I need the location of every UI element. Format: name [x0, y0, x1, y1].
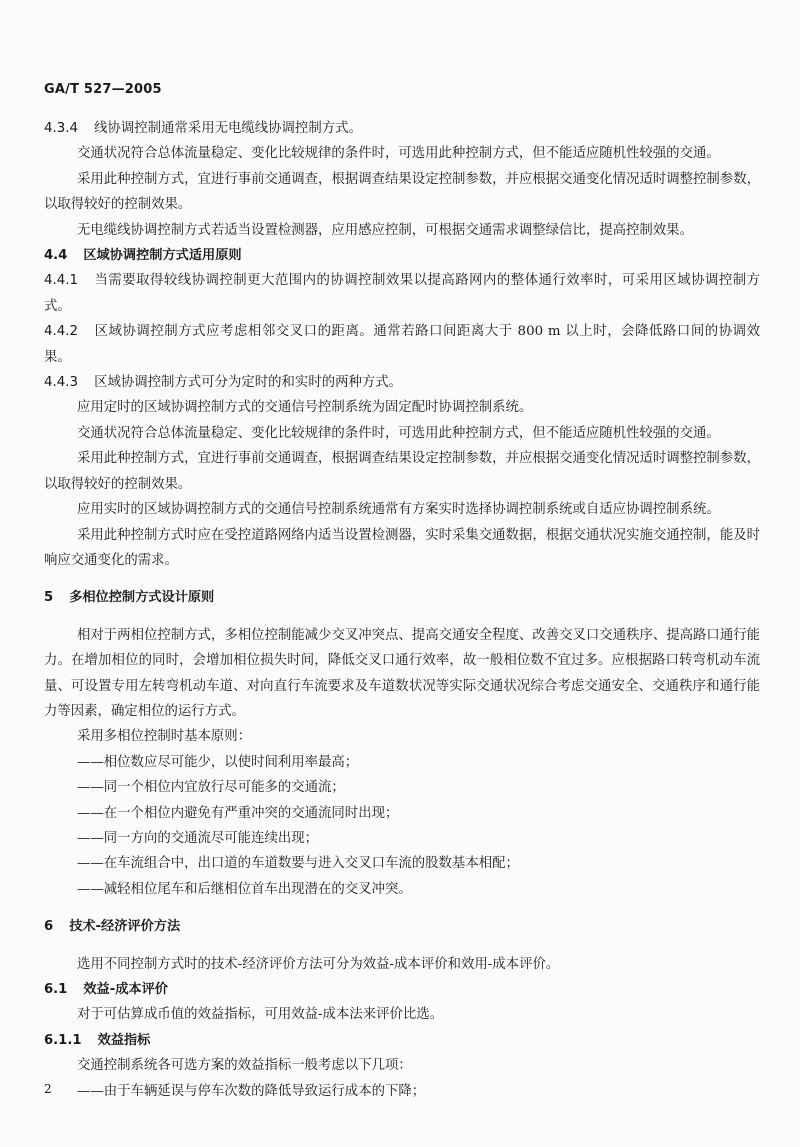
- list-item: ——由于车辆延误与停车次数的降低导致运行成本的下降；: [77, 1083, 426, 1099]
- paragraph: 采用此种控制方式，宜进行事前交通调查，根据调查结果设定控制参数，并应根据交通变化情况适时调整控制参数，以取得较好的控制效果。: [44, 451, 760, 492]
- paragraph: 交通控制系统各可选方案的效益指标一般考虑以下几项：: [77, 1058, 412, 1074]
- list-item: ——减轻相位尾车和后继相位首车出现潜在的交叉冲突。: [77, 881, 412, 897]
- clause-text: 区域协调控制方式应考虑相邻交叉口的距离。通常若路口间距离大于 800 m 以上时，会降低路口间的协调效果。: [44, 324, 760, 365]
- clause-text: 区域协调控制方式可分为定时的和实时的两种方式。: [94, 375, 403, 391]
- section-heading: [44, 585, 760, 610]
- paragraph: 采用多相位控制时基本原则：: [77, 729, 252, 745]
- section-title: 区域协调控制方式适用原则: [83, 248, 242, 264]
- numbered-clause: [44, 268, 760, 319]
- clause-number: 4.3.4: [44, 121, 79, 136]
- section-heading: [44, 977, 760, 1002]
- spacer: [44, 902, 760, 914]
- section-title: 效益指标: [97, 1032, 151, 1048]
- clause-text: 当需要取得较线协调控制更大范围内的协调控制效果以提高路网内的整体通行效率时，可采用区域协调控制方式。: [44, 273, 760, 314]
- section-number: 5: [44, 590, 54, 606]
- paragraph: 采用此种控制方式时应在受控道路网络内适当设置检测器，实时采集交通数据，根据交通状况实施交通控制，能及时响应交通变化的需求。: [44, 527, 760, 568]
- section-number: 4.4: [44, 248, 68, 264]
- section-number: 6.1: [44, 982, 68, 997]
- clause-number: 4.4.1: [44, 273, 79, 289]
- standard-header: GA/T 527—2005: [44, 82, 162, 97]
- section-title: 技术-经济评价方法: [69, 919, 181, 935]
- paragraph: 无电缆线协调控制方式若适当设置检测器，应用感应控制，可根据交通需求调整绿信比，提高控制效果。: [77, 222, 693, 238]
- paragraph: 对于可估算成币值的效益指标，可用效益-成本法来评价比选。: [77, 1007, 444, 1023]
- section-number: 6: [44, 919, 54, 935]
- paragraph: 采用此种控制方式，宜进行事前交通调查，根据调查结果设定控制参数，并应根据交通变化情况适时调整控制参数，以取得较好的控制效果。: [44, 171, 760, 213]
- numbered-clause: [44, 319, 760, 370]
- section-heading: [44, 914, 760, 939]
- clause-number: 4.4.3: [44, 375, 79, 391]
- list-item: ——在车流组合中，出口道的车道数要与进入交叉口车流的股数基本相配；: [77, 856, 519, 872]
- section-heading: [44, 243, 760, 268]
- paragraph: 相对于两相位控制方式，多相位控制能减少交叉冲突点、提高交通安全程度、改善交叉口交通秩序、提高路口通行能力。在增加相位的同时，会增加相位损失时间，降低交叉口通行效率，故一般相位数不宜过多。应根据路口转弯机动车流量、可设置专用左转弯机动车道、对向直行车流要求及车道数状况等实际交通状况综合考虑交通安全、交通秩序和通行能力等因素，确定相位的运行方式。: [44, 627, 760, 719]
- paragraph: 交通状况符合总体流量稳定、变化比较规律的条件时，可选用此种控制方式，但不能适应随机性较强的交通。: [77, 425, 720, 441]
- document-body: [44, 116, 760, 1104]
- paragraph: 应用定时的区域协调控制方式的交通信号控制系统为固定配时协调控制系统。: [77, 400, 533, 416]
- list-item: ——同一个相位内宜放行尽可能多的交通流；: [77, 780, 345, 796]
- section-title: 多相位控制方式设计原则: [69, 590, 215, 606]
- clause-text: 线协调控制通常采用无电缆线协调控制方式。: [94, 121, 362, 136]
- section-number: 6.1.1: [44, 1032, 82, 1048]
- numbered-clause: [44, 370, 760, 395]
- spacer: [44, 611, 760, 623]
- paragraph: 选用不同控制方式时的技术-经济评价方法可分为效益-成本评价和效用-成本评价。: [77, 956, 560, 972]
- section-title: 效益-成本评价: [83, 982, 168, 997]
- spacer: [44, 940, 760, 952]
- list-item: ——相位数应尽可能少，以使时间利用率最高；: [77, 754, 359, 770]
- clause-number: 4.4.2: [44, 324, 79, 340]
- page-number: 2: [44, 1082, 52, 1096]
- section-heading: [44, 1028, 760, 1053]
- spacer: [44, 573, 760, 585]
- list-item: ——同一方向的交通流尽可能连续出现；: [77, 830, 319, 846]
- paragraph: 应用实时的区域协调控制方式的交通信号控制系统通常有方案实时选择协调控制系统或自适应协调控制系统。: [77, 502, 720, 518]
- numbered-clause: [44, 116, 760, 141]
- list-item: ——在一个相位内避免有严重冲突的交通流同时出现；: [77, 805, 399, 821]
- paragraph: 交通状况符合总体流量稳定、变化比较规律的条件时，可选用此种控制方式，但不能适应随机性较强的交通。: [77, 146, 720, 162]
